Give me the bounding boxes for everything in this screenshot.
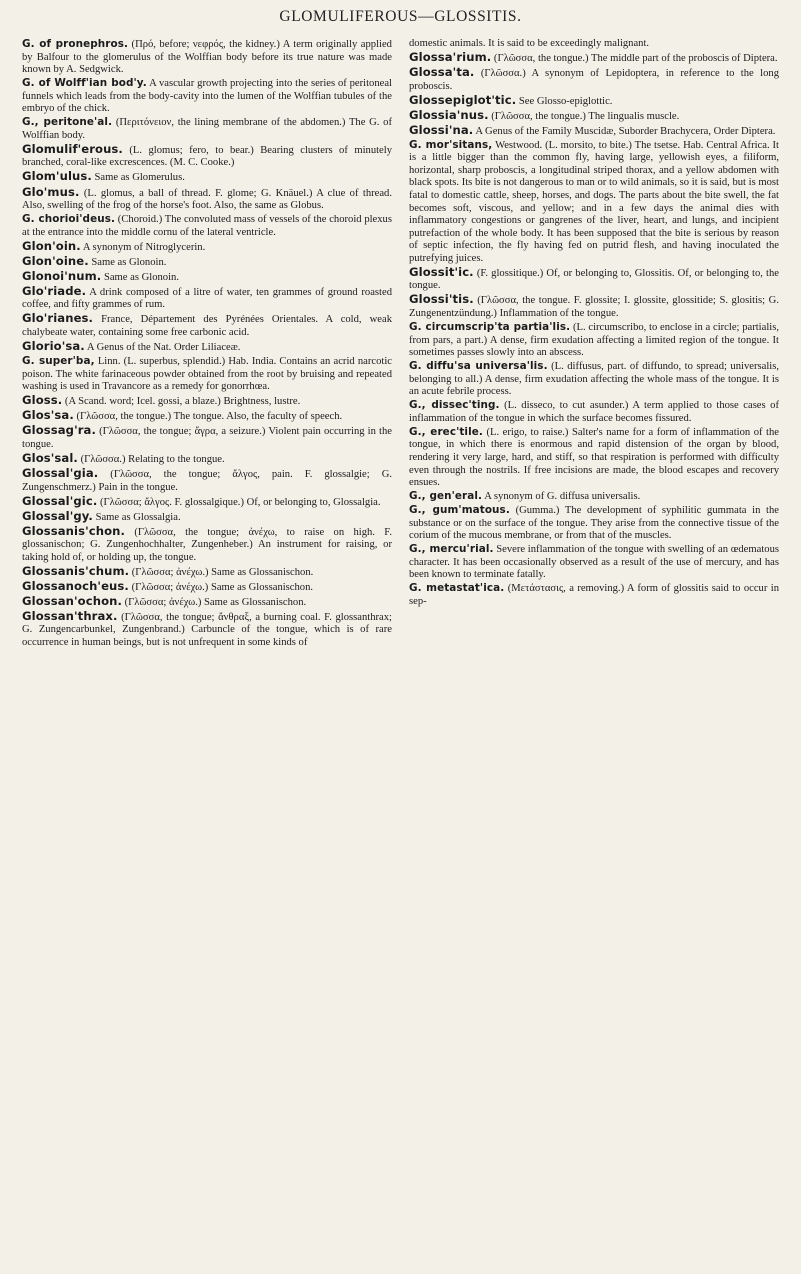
entry-definition: (Γλῶσσα; ἀνέχω.) Same as Glossanischon.: [131, 581, 314, 593]
entry-definition: Severe inflammation of the tongue with swelling of an œdematous character. It has been occasionally observed as a result of the use of mercury, and has been known to terminate fatally.: [409, 544, 779, 581]
entry-definition: (A Scand. word; Icel. gossi, a blaze.) Brightness, lustre.: [64, 396, 301, 408]
entry-definition: domestic animals. It is said to be exceedingly malignant.: [409, 38, 650, 49]
entry-definition: A synonym of G. diffusa universalis.: [484, 491, 641, 503]
entry-definition: Same as Glonoin.: [91, 256, 167, 268]
dictionary-entry: [22, 186, 392, 213]
dictionary-entry: [409, 51, 779, 66]
entry-headword: Glom'ulus.: [22, 169, 92, 184]
dictionary-entry: [22, 116, 392, 142]
entry-definition: (Γλῶσσα.) Relating to the tongue.: [80, 453, 225, 465]
dictionary-entry: [409, 38, 779, 51]
entry-headword: Glonoi'num.: [22, 268, 102, 283]
entry-headword: Glo'mus.: [22, 184, 80, 199]
dictionary-entry: [22, 610, 392, 650]
entry-headword: Glossal'gic.: [22, 493, 98, 508]
dictionary-entry: [22, 467, 392, 494]
entry-definition: (Περιτόνειον, the lining membrane of the abdomen.) The G. of Wolffian body.: [22, 117, 392, 141]
entry-definition: (L. circumscribo, to enclose in a circle; partialis, from pars, a part.) A dense, firm exudation affecting a limited region of the tongue. It sometimes passes slowly into an abscess.: [409, 321, 779, 359]
entry-headword: Glossa'rium.: [409, 50, 492, 65]
entry-headword: G. of pronephros.: [22, 38, 129, 50]
entry-headword: G. super'ba,: [22, 355, 95, 368]
dictionary-entry: [22, 452, 392, 467]
dictionary-entry: [409, 139, 779, 265]
entry-definition: (Γλῶσσα; ἄλγος. F. glossalgique.) Of, or belonging to, Glossalgia.: [100, 496, 381, 508]
entry-definition: Westwood. (L. morsito, to bite.) The tsetse. Hab. Central Africa. It is a little bigger than the common fly, having large, yellowish eyes, a filiform, horizontal, sharp proboscis, a longitudinal striped thorax, and a yellow abdomen with black spots. Its bite is not dangerous to man or to wild animals, so it is said, but is most fatal to domestic cattle, sheep, horses, and dogs. The parts about the bite swell, the fat becomes soft, viscous, and yellow; and in a few days the animal dies with inflammatory congestions or gangrenes of the liver, heart, and lungs, and incipient putrefaction of the whole body. It has been supposed that the bite is serious by reason of septic infection, the fly having fed on putrid flesh, and having inoculated the putrefying juices.: [409, 139, 779, 264]
entry-definition: (Γλῶσσα, the tongue.) The lingualis muscle.: [491, 110, 680, 122]
entry-definition: (L. diffusus, part. of diffundo, to spread; universalis, belonging to all.) A dense, firm exudation affecting the whole mass of the tongue. It is an acute febrile process.: [409, 361, 779, 398]
entry-headword: Glossal'gy.: [22, 508, 93, 523]
dictionary-entry: [409, 582, 779, 608]
entry-definition: A synonym of Nitroglycerin.: [82, 241, 206, 253]
entry-definition: (Gumma.) The development of syphilitic gummata in the substance or on the surface of the tongue. They arise from the connective tissue of the corium of the mucous membrane, or from that of the muscles.: [409, 505, 780, 542]
entry-definition: (Γλῶσσα.) A synonym of Lepidoptera, in reference to the long proboscis.: [409, 68, 779, 92]
entry-definition: Same as Glossalgia.: [95, 511, 181, 523]
dictionary-entry: [22, 285, 392, 312]
entry-headword: Glorio'sa.: [22, 339, 85, 354]
entry-headword: Glossan'ochon.: [22, 593, 122, 608]
entry-headword: Glossa'ta.: [409, 65, 475, 80]
entry-definition: A Genus of the Nat. Order Liliaceæ.: [86, 342, 241, 354]
entry-headword: Glossanoch'eus.: [22, 578, 129, 593]
dictionary-entry: [22, 409, 392, 424]
dictionary-entry: [409, 426, 779, 490]
dictionary-entry: [22, 424, 392, 451]
entry-headword: G., gum'matous.: [409, 504, 510, 517]
entry-headword: Glossanis'chon.: [22, 523, 126, 538]
entry-headword: G. metastat'ica.: [409, 582, 505, 595]
entry-definition: (Πρό, before; νεφρός, the kidney.) A term originally applied by Balfour to the glomerulus of the Wolffian body before its true nature was made known by A. Sedgwick.: [22, 39, 392, 76]
dictionary-entry: [22, 38, 392, 77]
dictionary-entry: [409, 543, 779, 582]
dictionary-entry: [409, 266, 779, 293]
dictionary-entry: [22, 143, 392, 170]
dictionary-entry: [22, 525, 392, 565]
entry-definition: (Γλῶσσα; ἀνέχω.) Same as Glossanischon.: [131, 566, 314, 578]
dictionary-entry: [409, 321, 779, 360]
dictionary-entry: [409, 399, 779, 425]
entry-definition: (Γλῶσσα, the tongue.) The middle part of the proboscis of Diptera.: [493, 53, 778, 65]
entry-definition: Same as Glomerulus.: [94, 172, 185, 184]
entry-headword: G. circumscrip'ta partia'lis.: [409, 320, 571, 333]
entry-headword: G. diffu'sa universa'lis.: [409, 360, 548, 373]
entry-headword: G., peritone'al.: [22, 116, 113, 129]
dictionary-entry: [409, 293, 779, 320]
entry-headword: G., dissec'ting.: [409, 399, 500, 412]
entry-headword: G. mor'sitans,: [409, 138, 493, 151]
entry-headword: G. chorioi'deus.: [22, 213, 116, 226]
entry-definition: (L. glomus; fero, to bear.) Bearing clusters of minutely branched, coral-like excrescences. (M. C. Cooke.): [22, 144, 392, 169]
entry-headword: G., erec'tile.: [409, 425, 483, 438]
dictionary-entry: [409, 490, 779, 504]
dictionary-entry: [22, 495, 392, 510]
dictionary-entry: [22, 340, 392, 355]
dictionary-entry: [409, 94, 779, 109]
dictionary-entry: [409, 124, 779, 139]
entry-headword: Glo'riade.: [22, 283, 87, 298]
entry-definition: (L. glomus, a ball of thread. F. glome; G. Knäuel.) A clue of thread. Also, swelling of the frog of the horse's foot. Also, the same as Globus.: [22, 187, 393, 212]
entry-definition: (Γλῶσσα; ἀνέχω.) Same as Glossanischon.: [124, 596, 307, 608]
running-head: GLOMULIFEROUS—GLOSSITIS.: [279, 8, 522, 25]
entry-headword: G., mercu'rial.: [409, 543, 494, 556]
entry-definition: (Γλῶσσα, the tongue. F. glossite; I. glossite, glossitide; S. glositis; G. Zungenentzündung.) Inflammation of the tongue.: [409, 295, 779, 319]
dictionary-entry: [22, 595, 392, 610]
entry-headword: Glossanis'chum.: [22, 563, 130, 578]
entry-headword: Glossepiglot'tic.: [409, 92, 517, 107]
entry-definition: (Choroid.) The convoluted mass of vessels of the choroid plexus at the entrance into the middle cornu of the lateral ventricle.: [22, 214, 392, 238]
right-column: [409, 38, 779, 650]
entry-headword: Glos'sa.: [22, 408, 74, 423]
entry-definition: See Glosso-epiglottic.: [518, 95, 613, 107]
entry-headword: Glossi'tis.: [409, 292, 474, 307]
dictionary-entry: [409, 504, 779, 543]
entry-definition: (L. erigo, to raise.) Salter's name for a form of inflammation of the tongue, in which there is enormous and rapid distension of the organ by blood, rendering it very large, hard, and stiff, so that respiration is performed with difficulty even through the nostrils. If free incisions are made, the blood escapes and recovery ensues.: [409, 426, 779, 489]
dictionary-entry: [409, 360, 779, 399]
entry-definition: France, Département des Pyrénées Orientales. A cold, weak chalybeate water, containing some free carbonic acid.: [22, 314, 392, 338]
dictionary-entry: [22, 77, 392, 116]
entry-definition: Linn. (L. superbus, splendid.) Hab. India. Contains an acrid narcotic poison. The white farinaceous powder obtained from the root by bruising and repeated washing is used in Travancore as a remedy for gonorrhœa.: [22, 356, 392, 393]
entry-headword: Glo'rianes.: [22, 311, 94, 326]
entry-definition: (Γλῶσσα, the tongue; ἄγρα, a seizure.) Violent pain occurring in the tongue.: [22, 426, 392, 450]
dictionary-entry: [409, 109, 779, 124]
entry-headword: G. of Wolff'ian bod'y.: [22, 77, 147, 90]
dictionary-entry: [22, 394, 392, 409]
entry-headword: Gloss.: [22, 393, 63, 408]
dictionary-entry: [22, 240, 392, 255]
entry-headword: Glossit'ic.: [409, 264, 474, 279]
entry-headword: Glon'oine.: [22, 253, 89, 268]
dictionary-entry: [22, 580, 392, 595]
dictionary-entry: [409, 66, 779, 93]
entry-definition: (Γλῶσσα, the tongue.) The tongue. Also, the faculty of speech.: [76, 411, 343, 423]
dictionary-entry: [22, 255, 392, 270]
entry-definition: (Γλῶσσα, the tongue; ἄνθραξ, a burning coal. F. glossanthrax; G. Zungencarbunkel, Zungenbrand.) Carbuncle of the tongue, which is of rare occurrence in human beings, but is not unfrequent in some kinds of: [22, 611, 392, 649]
entry-headword: Glos'sal.: [22, 450, 78, 465]
entry-headword: Glossi'na.: [409, 122, 474, 137]
dictionary-entry: [22, 270, 392, 285]
dictionary-entry: [22, 170, 392, 185]
entry-definition: (L. disseco, to cut asunder.) A term applied to those cases of inflammation of the tongue in which the surface becomes fissured.: [409, 400, 779, 424]
dictionary-entry: [22, 510, 392, 525]
entry-headword: Glossag'ra.: [22, 423, 96, 438]
entry-definition: (F. glossitique.) Of, or belonging to, Glossitis. Of, or belonging to, the tongue.: [409, 267, 779, 292]
dictionary-entry: [22, 565, 392, 580]
entry-definition: (Γλῶσσα, the tongue; ἀνέχω, to raise on high. F. glossanischon; G. Zungenhochhalter, Zungenheber.) An instrument for raising, or taking hold of, or holding up, the tongue.: [22, 526, 392, 563]
columns: [22, 38, 779, 650]
dictionary-entry: [22, 213, 392, 239]
entry-headword: G., gen'eral.: [409, 490, 483, 503]
entry-headword: Glossia'nus.: [409, 107, 489, 122]
entry-headword: Glomulif'erous.: [22, 141, 123, 156]
entry-definition: (Μετάστασις, a removing.) A form of glossitis said to occur in sep-: [409, 583, 779, 607]
entry-definition: A drink composed of a litre of water, ten grammes of ground roasted coffee, and fifty grammes of rum.: [22, 286, 392, 311]
dictionary-entry: [22, 355, 392, 394]
entry-headword: Glossal'gia.: [22, 465, 99, 480]
left-column: [22, 38, 392, 650]
entry-definition: A Genus of the Family Muscidæ, Suborder Brachycera, Order Diptera.: [475, 125, 776, 137]
entry-headword: Glon'oin.: [22, 238, 81, 253]
entry-definition: (Γλῶσσα, the tongue; ἄλγος, pain. F. glossalgie; G. Zungenschmerz.) Pain in the tongue.: [22, 468, 392, 493]
dictionary-entry: [22, 312, 392, 339]
entry-headword: Glossan'thrax.: [22, 608, 118, 623]
entry-definition: A vascular growth projecting into the series of peritoneal funnels which leads from the body-cavity into the lumen of the Wolffian tubules of the embryo of the chick.: [22, 78, 392, 115]
entry-definition: Same as Glonoin.: [103, 271, 179, 283]
